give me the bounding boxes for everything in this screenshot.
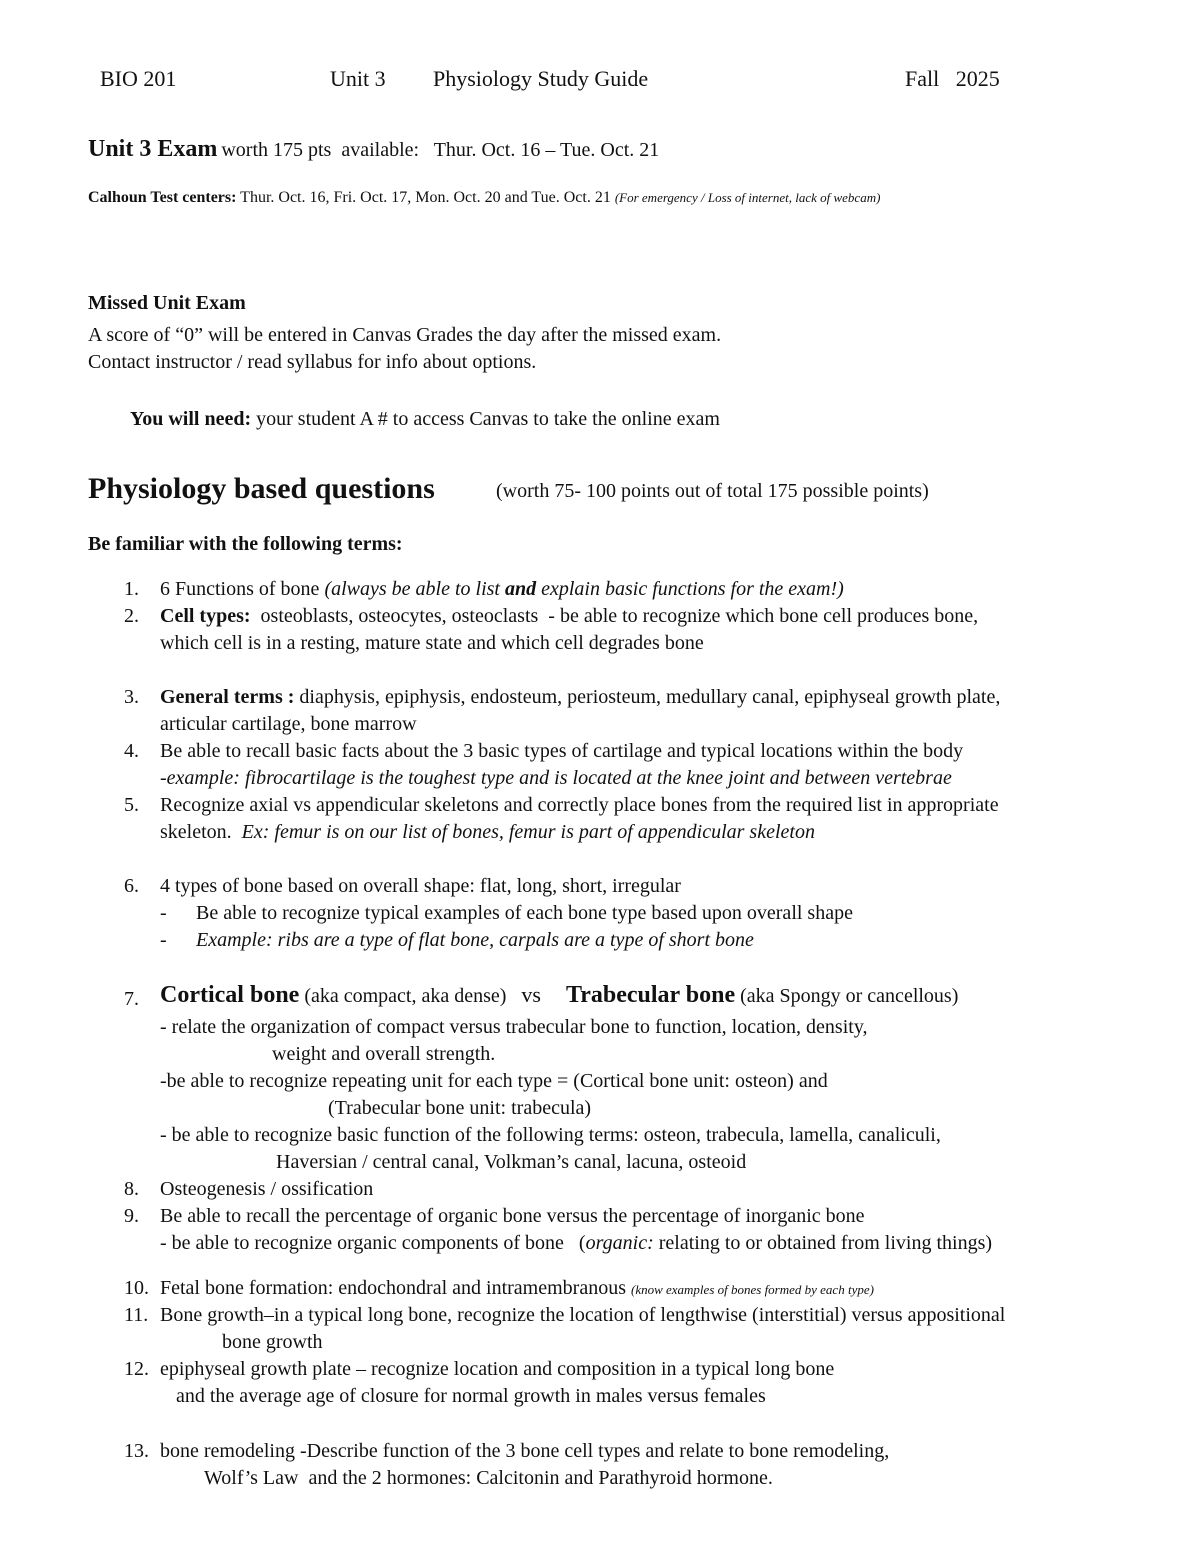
test-centers-line	[88, 189, 880, 207]
list-item-5: Recognize axial vs appendicular skeletons and correctly place bones from the required list in appropriate	[160, 794, 999, 816]
page-title: Physiology Study Guide	[433, 66, 649, 91]
item-number: 3.	[124, 686, 139, 708]
item2-label: Cell types:	[160, 605, 251, 627]
item-number: 9.	[124, 1205, 139, 1227]
item7-line4: (Trabecular bone unit: trabecula)	[328, 1097, 592, 1119]
list-item-7	[160, 982, 958, 1009]
list-item-11: Bone growth–in a typical long bone, recognize the location of lengthwise (interstitial) versus appositional	[160, 1304, 1006, 1326]
list-item-8: Osteogenesis / ossification	[160, 1178, 374, 1200]
physiology-heading: Physiology based questions	[88, 472, 435, 505]
item-number: 7.	[124, 988, 139, 1010]
item6-sub2: Example: ribs are a type of flat bone, carpals are a type of short bone	[196, 929, 754, 951]
familiar-heading: Be familiar with the following terms:	[88, 533, 403, 555]
course-code: BIO 201	[100, 66, 177, 91]
test-centers-label: Calhoun Test centers:	[88, 189, 237, 206]
list-item-2	[160, 605, 978, 628]
term: Fall 2025	[905, 66, 1000, 91]
item-number: 6.	[124, 875, 139, 897]
item9-cont	[160, 1232, 992, 1255]
item-number: 1.	[124, 578, 139, 600]
item7-line5: - be able to recognize basic function of the following terms: osteon, trabecula, lamella, canaliculi,	[160, 1124, 941, 1146]
missed-exam-line1: A score of “0” will be entered in Canvas Grades the day after the missed exam.	[88, 324, 722, 346]
item13-cont: Wolf’s Law and the 2 hormones: Calcitonin and Parathyroid hormone.	[204, 1467, 773, 1489]
item-number: 5.	[124, 794, 139, 816]
cortical-bone-label: Cortical bone	[160, 982, 300, 1008]
exam-label: Unit 3 Exam	[88, 136, 218, 162]
item9-text: - be able to recognize organic components of bone (	[160, 1232, 586, 1254]
item7-line2: weight and overall strength.	[272, 1043, 496, 1065]
item1-italic: (always be able to list	[324, 578, 505, 600]
item6-dash: -	[160, 902, 167, 924]
item6-sub1: Be able to recognize typical examples of each bone type based upon overall shape	[196, 902, 853, 924]
unit-label: Unit 3	[330, 66, 386, 91]
item-number: 4.	[124, 740, 139, 762]
you-will-need-text: your student A # to access Canvas to take the online exam	[256, 408, 720, 430]
item-number: 2.	[124, 605, 139, 627]
item6-dash: -	[160, 929, 167, 951]
item10-text: Fetal bone formation: endochondral and intramembranous	[160, 1277, 631, 1299]
list-item-4: Be able to recall basic facts about the 3 basic types of cartilage and typical locations within the body	[160, 740, 964, 762]
item2-text-cont: which cell is in a resting, mature state and which cell degrades bone	[160, 632, 704, 654]
item-number: 13.	[124, 1440, 149, 1462]
missed-exam-line2: Contact instructor / read syllabus for info about options.	[88, 351, 537, 373]
trabecular-bone-label: Trabecular bone	[565, 982, 736, 1008]
item9-organic-label: organic:	[585, 1232, 654, 1254]
list-item-1	[160, 578, 844, 601]
list-item-6: 4 types of bone based on overall shape: flat, long, short, irregular	[160, 875, 681, 897]
item7-line6: Haversian / central canal, Volkman’s canal, lacuna, osteoid	[276, 1151, 747, 1173]
item11-cont: bone growth	[222, 1331, 323, 1353]
list-item-12: epiphyseal growth plate – recognize location and composition in a typical long bone	[160, 1358, 835, 1380]
item5-example: Ex: femur is on our list of bones, femur is part of appendicular skeleton	[241, 821, 815, 843]
missed-exam-heading: Missed Unit Exam	[88, 292, 246, 314]
item12-cont: and the average age of closure for normal growth in males versus females	[176, 1385, 766, 1407]
item3-text-cont: articular cartilage, bone marrow	[160, 713, 417, 735]
exam-line	[88, 136, 659, 163]
list-item-9: Be able to recall the percentage of organic bone versus the percentage of inorganic bone	[160, 1205, 865, 1227]
item7-line3: -be able to recognize repeating unit for each type = (Cortical bone unit: osteon) and	[160, 1070, 828, 1092]
list-item-10	[160, 1277, 874, 1300]
item5-text: skeleton.	[160, 821, 242, 843]
item3-text: diaphysis, epiphysis, endosteum, periosteum, medullary canal, epiphyseal growth plate,	[294, 686, 1001, 708]
exam-details: worth 175 pts available: Thur. Oct. 16 – Tue. Oct. 21	[221, 139, 660, 161]
item1-italic-end: explain basic functions for the exam!)	[536, 578, 844, 600]
item10-note: (know examples of bones formed by each type)	[630, 1282, 874, 1297]
list-item-13: bone remodeling -Describe function of the 3 bone cell types and relate to bone remodeling,	[160, 1440, 890, 1462]
item2-text: osteoblasts, osteocytes, osteoclasts - be able to recognize which bone cell produces bone,	[250, 605, 979, 627]
you-will-need-label: You will need:	[130, 408, 252, 430]
item-number: 11.	[124, 1304, 149, 1326]
cortical-bone-aka: (aka compact, aka dense)	[299, 985, 522, 1007]
item-number: 10.	[124, 1277, 149, 1299]
item-number: 8.	[124, 1178, 139, 1200]
item3-label: General terms :	[160, 686, 295, 708]
item1-emphasis: and	[504, 578, 537, 600]
you-will-need-line	[130, 408, 720, 431]
item7-line1: - relate the organization of compact versus trabecular bone to function, location, density,	[160, 1016, 868, 1038]
trabecular-bone-aka: (aka Spongy or cancellous)	[735, 985, 959, 1007]
item-number: 12.	[124, 1358, 149, 1380]
item1-text: 6 Functions of bone	[160, 578, 325, 600]
list-item-3	[160, 686, 1000, 709]
item5-cont	[160, 821, 815, 844]
physiology-worth: (worth 75- 100 points out of total 175 possible points)	[496, 480, 929, 502]
item4-example: -example: fibrocartilage is the toughest type and is located at the knee joint and between vertebrae	[160, 767, 952, 789]
item9-definition: relating to or obtained from living things)	[653, 1232, 993, 1254]
test-centers-dates: Thur. Oct. 16, Fri. Oct. 17, Mon. Oct. 20 and Tue. Oct. 21	[240, 189, 611, 206]
test-centers-note: (For emergency / Loss of internet, lack of webcam)	[614, 190, 881, 205]
versus-label: vs	[521, 982, 541, 1007]
